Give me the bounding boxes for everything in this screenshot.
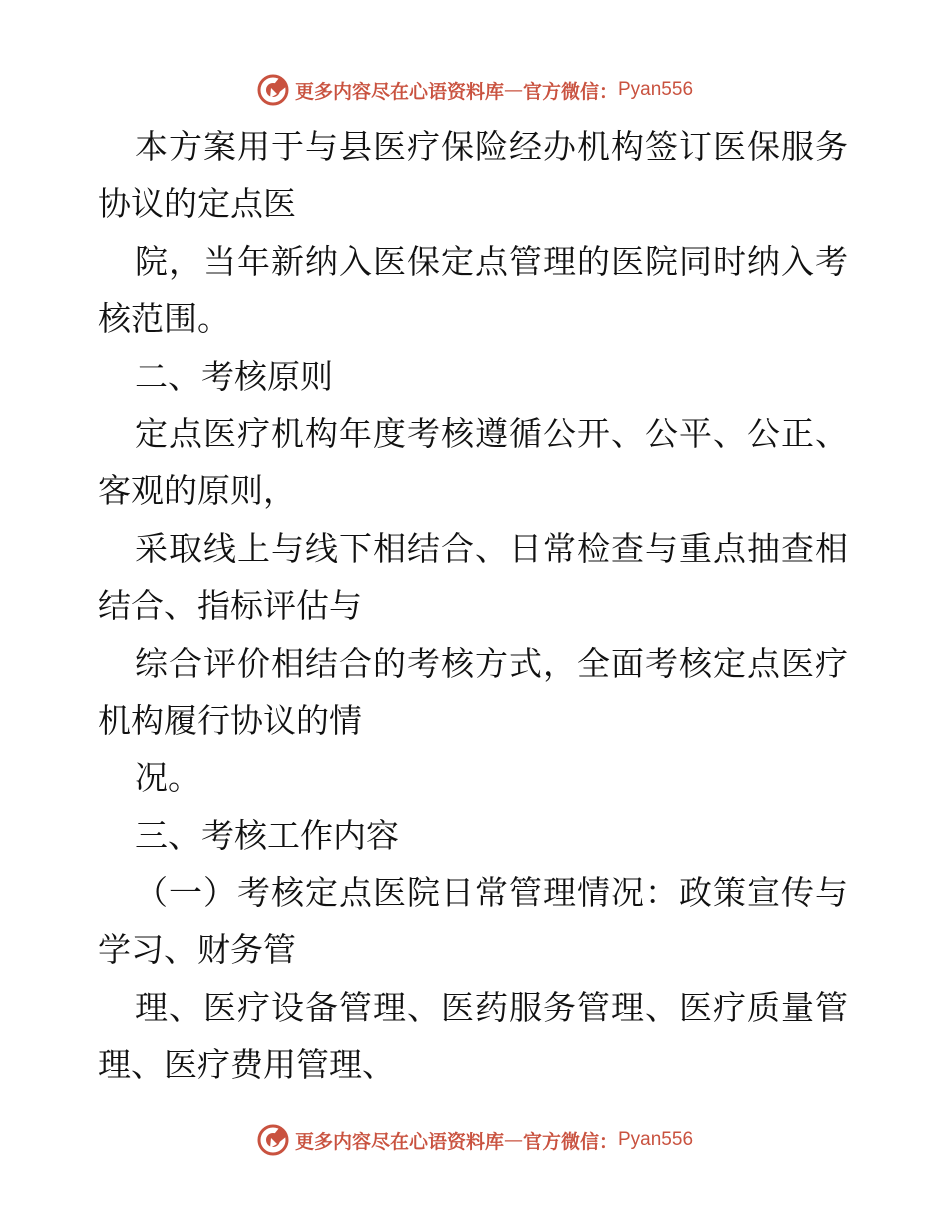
text-line: 学习、财务管 bbox=[98, 930, 296, 970]
brand-logo-icon bbox=[257, 1124, 289, 1156]
banner-brand-text: 更多内容尽在心语资料库 bbox=[294, 80, 504, 103]
document-body bbox=[98, 118, 858, 1094]
text-line: 协议的定点医 bbox=[98, 184, 296, 224]
brand-logo-icon bbox=[257, 74, 289, 106]
text-line: 结合、指标评估与 bbox=[98, 586, 362, 626]
banner-wechat-id: Pyan556 bbox=[618, 79, 694, 100]
banner-separator: — bbox=[503, 79, 523, 101]
text-line: 综合评价相结合的考核方式，全面考核定点医疗 bbox=[135, 643, 848, 683]
banner-separator: — bbox=[503, 1129, 523, 1151]
text-line: 院，当年新纳入医保定点管理的医院同时纳入考 bbox=[135, 241, 848, 281]
text-line: （一）考核定点医院日常管理情况：政策宣传与 bbox=[135, 873, 848, 913]
text-line: 定点医疗机构年度考核遵循公开、公平、公正、 bbox=[135, 413, 848, 453]
text-line: 况。 bbox=[135, 758, 201, 798]
banner-brand-text: 更多内容尽在心语资料库 bbox=[294, 1130, 504, 1153]
section-heading: 二、考核原则 bbox=[135, 356, 333, 396]
text-line: 本方案用于与县医疗保险经办机构签订医保服务 bbox=[135, 127, 848, 166]
section-heading: 三、考核工作内容 bbox=[135, 815, 399, 855]
header-banner bbox=[0, 70, 950, 110]
text-line: 采取线上与线下相结合、日常检查与重点抽查相 bbox=[135, 528, 848, 568]
text-line: 核范围。 bbox=[98, 299, 230, 339]
text-line: 客观的原则， bbox=[98, 471, 296, 511]
text-line: 理、医疗费用管理、 bbox=[98, 1045, 395, 1085]
banner-wechat-id: Pyan556 bbox=[618, 1129, 694, 1150]
banner-wechat-label: 官方微信： bbox=[522, 80, 618, 103]
text-line: 机构履行协议的情 bbox=[98, 700, 362, 740]
text-line: 理、医疗设备管理、医药服务管理、医疗质量管 bbox=[135, 987, 848, 1027]
banner-wechat-label: 官方微信： bbox=[522, 1130, 618, 1153]
footer-banner bbox=[0, 1120, 950, 1160]
